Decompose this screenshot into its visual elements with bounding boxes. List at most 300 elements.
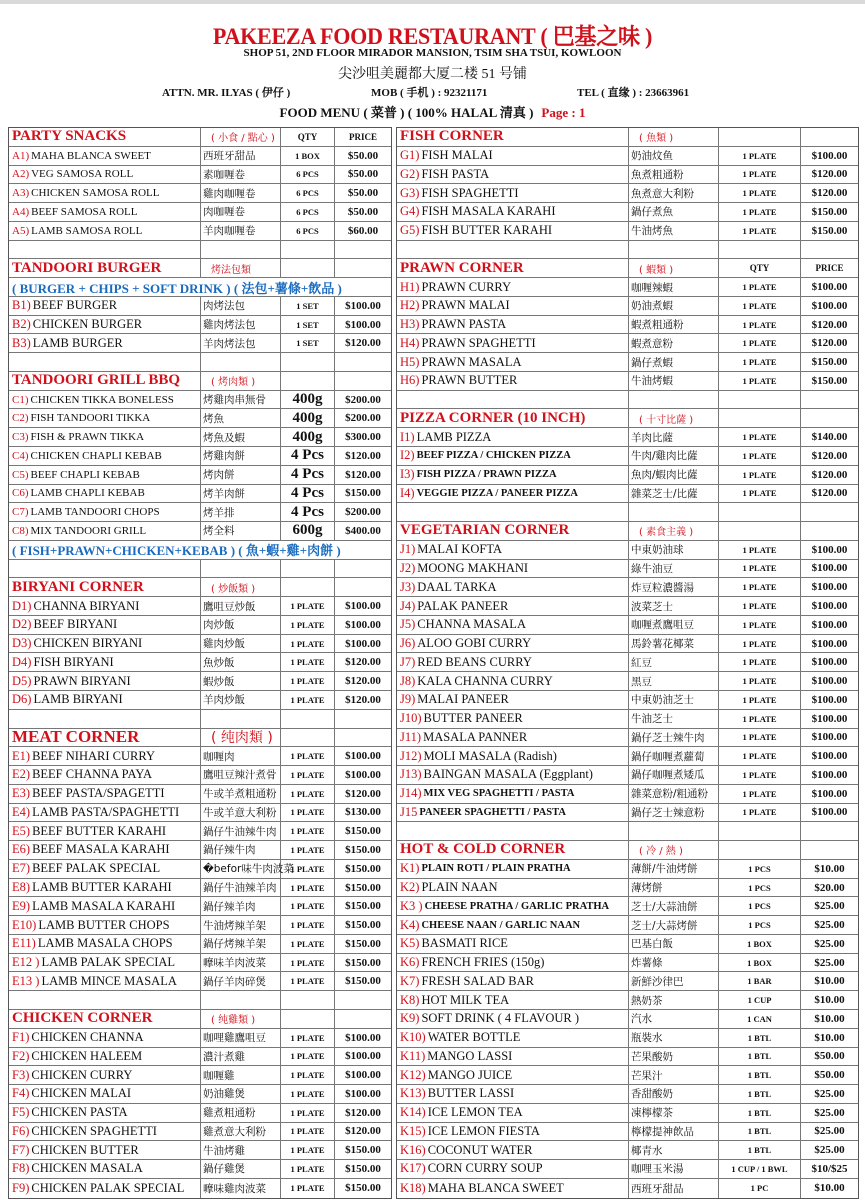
item-qty: 1 PLATE xyxy=(742,282,777,292)
chinese-name-cell xyxy=(629,766,719,784)
item-qty: 400g xyxy=(292,391,323,408)
price-cell xyxy=(801,672,858,690)
item-chinese-name: 牛油芝士 xyxy=(631,713,673,726)
item-chinese-name: 雞肉咖喱卷 xyxy=(203,187,256,200)
item-price: $120.00 xyxy=(345,449,381,462)
price-cell xyxy=(335,691,391,709)
item-qty: 1 PLATE xyxy=(742,582,777,593)
qty-cell xyxy=(281,128,335,146)
price-cell xyxy=(335,747,391,765)
section-chinese-title: ( 纯肉類 ) xyxy=(211,730,273,747)
item-qty: 1 BOX xyxy=(747,957,772,968)
item-code: H6) xyxy=(400,373,420,388)
qty-cell xyxy=(281,841,335,859)
item-code: D5) xyxy=(12,673,32,688)
chinese-name-cell xyxy=(201,147,281,165)
price-cell xyxy=(801,222,858,240)
name-cell xyxy=(397,860,629,878)
name-cell xyxy=(397,616,629,634)
section-header-row xyxy=(9,128,391,147)
menu-item-row xyxy=(397,616,858,635)
item-qty: 1 PLATE xyxy=(290,957,325,968)
menu-item-row xyxy=(397,222,858,241)
item-code: K8) xyxy=(400,992,420,1007)
item-price: $25.00 xyxy=(814,956,845,969)
item-price: $100.00 xyxy=(811,562,848,575)
item-chinese-name: 咖哩玉米湯 xyxy=(631,1163,684,1176)
chinese-name-cell xyxy=(201,297,281,315)
item-qty: 1 CAN xyxy=(747,1013,772,1024)
price-cell xyxy=(801,1160,858,1178)
menu-item-row xyxy=(397,1085,858,1104)
item-name: VEGGIE PIZZA / PANEER PIZZA xyxy=(416,487,578,499)
chinese-name-cell xyxy=(629,1141,719,1159)
name-cell xyxy=(9,334,201,352)
page-top-border xyxy=(0,0,865,4)
menu-item-row xyxy=(9,897,391,916)
item-qty: 1 PLATE xyxy=(290,976,325,987)
chinese-name-cell xyxy=(201,203,281,221)
price-cell xyxy=(801,1029,858,1047)
chinese-name-cell xyxy=(629,391,719,409)
name-cell xyxy=(9,147,201,165)
section-header-row xyxy=(397,259,858,278)
item-chinese-name: 紅豆 xyxy=(631,656,652,669)
name-cell xyxy=(397,447,629,465)
price-cell xyxy=(801,147,858,165)
menu-item-row xyxy=(397,541,858,560)
item-code: J11) xyxy=(400,729,422,744)
item-name: MOONG MAKHANI xyxy=(417,560,529,575)
item-price: $130.00 xyxy=(345,806,381,819)
item-price: $100.00 xyxy=(345,299,381,312)
item-qty: 1 PLATE xyxy=(742,676,777,687)
item-price: $25.00 xyxy=(814,900,845,913)
name-cell xyxy=(9,991,201,1009)
qty-cell xyxy=(719,672,801,690)
item-code: E12 ) xyxy=(12,955,40,970)
item-price: $200.00 xyxy=(345,506,381,519)
item-chinese-name: 鍋仔牛油辣羊肉 xyxy=(203,882,277,894)
chinese-name-cell xyxy=(201,503,281,521)
item-price: $60.00 xyxy=(347,224,379,237)
qty-cell xyxy=(281,334,335,352)
item-code: K2) xyxy=(400,880,420,894)
qty-cell xyxy=(719,316,801,334)
qty-cell xyxy=(719,128,801,146)
item-price: $100.00 xyxy=(811,693,848,706)
name-cell xyxy=(9,184,201,202)
item-name: PALAK PANEER xyxy=(417,598,509,613)
item-name: WATER BOTTLE xyxy=(427,1030,521,1045)
chinese-name-cell xyxy=(201,1123,281,1141)
item-name: LAMB BUTTER CHOPS xyxy=(38,917,170,932)
item-name: LAMB MASALA CHOPS xyxy=(37,936,173,951)
qty-cell xyxy=(719,1104,801,1122)
price-cell xyxy=(801,597,858,615)
name-cell xyxy=(9,372,201,390)
price-cell xyxy=(801,766,858,784)
qty-cell xyxy=(281,597,335,615)
item-qty: 1 PLATE xyxy=(290,638,325,649)
item-qty: 6 PCS xyxy=(296,188,319,199)
menu-item-row xyxy=(397,672,858,691)
item-code: K11) xyxy=(400,1048,426,1063)
name-cell xyxy=(397,747,629,765)
mobile-number: MOB ( 手机 ) : 92321171 xyxy=(371,87,488,99)
item-name: BEEF NIHARI CURRY xyxy=(32,748,155,763)
section-chinese-title: ( 冷 / 熱 ) xyxy=(639,846,683,858)
qty-cell xyxy=(281,672,335,690)
price-cell xyxy=(335,935,391,953)
qty-cell xyxy=(719,391,801,409)
price-cell xyxy=(335,316,391,334)
price-cell xyxy=(335,785,391,803)
price-cell xyxy=(335,841,391,859)
item-price: $10.00 xyxy=(814,975,845,988)
qty-cell xyxy=(719,1141,801,1159)
name-cell xyxy=(397,635,629,653)
item-chinese-name: 牛油烤雞 xyxy=(203,1144,245,1157)
item-chinese-name: 牛或羊意大利粉 xyxy=(203,806,277,819)
item-name: FISH MALAI xyxy=(421,148,493,163)
chinese-name-cell xyxy=(629,428,719,446)
item-qty: 1 PLATE xyxy=(742,563,777,574)
name-cell xyxy=(9,1123,201,1141)
item-qty: 1 SET xyxy=(296,338,319,349)
name-cell xyxy=(397,1010,629,1028)
name-cell xyxy=(397,409,629,427)
item-name: BEEF CHAPLI KEBAB xyxy=(30,468,140,481)
menu-item-row xyxy=(9,466,391,485)
chinese-name-cell xyxy=(201,334,281,352)
name-cell xyxy=(397,541,629,559)
qty-cell xyxy=(281,653,335,671)
item-code: K16) xyxy=(400,1142,426,1157)
item-price: $50.00 xyxy=(347,168,379,181)
menu-item-row xyxy=(9,428,391,447)
menu-item-row xyxy=(9,1160,391,1179)
item-qty: 1 PLATE xyxy=(290,619,325,630)
chinese-name-cell xyxy=(201,935,281,953)
name-cell xyxy=(397,1085,629,1103)
chinese-name-cell xyxy=(629,804,719,822)
qty-cell xyxy=(281,710,335,728)
chinese-name-cell xyxy=(201,428,281,446)
price-cell xyxy=(335,729,391,747)
chinese-name-cell xyxy=(629,841,719,859)
menu-item-row xyxy=(9,297,391,316)
item-chinese-name: 烤魚及蝦 xyxy=(203,431,245,444)
item-price: $120.00 xyxy=(811,468,848,481)
chinese-name-cell xyxy=(201,353,281,371)
item-chinese-name: 魚煮意大利粉 xyxy=(631,187,694,200)
item-qty: 1 PLATE xyxy=(742,751,777,762)
item-price: $150.00 xyxy=(345,900,381,913)
chinese-name-cell xyxy=(201,372,281,390)
item-chinese-name: 炸薯條 xyxy=(631,957,663,970)
chinese-name-cell xyxy=(201,447,281,465)
chinese-name-cell xyxy=(629,316,719,334)
item-name: LAMB TANDOORI CHOPS xyxy=(30,506,160,519)
name-cell xyxy=(9,522,201,540)
item-qty: 1 PC xyxy=(750,1183,769,1194)
chinese-name-cell xyxy=(201,1048,281,1066)
name-cell xyxy=(397,147,629,165)
price-cell xyxy=(801,560,858,578)
item-name: FISH PASTA xyxy=(421,166,490,181)
item-price: $25.00 xyxy=(814,1144,845,1157)
name-cell xyxy=(9,935,201,953)
item-qty: 1 BTL xyxy=(747,1088,772,1099)
qty-cell xyxy=(281,409,335,427)
qty-cell xyxy=(719,822,801,840)
item-code: E5) xyxy=(12,823,31,838)
name-cell xyxy=(9,203,201,221)
qty-cell xyxy=(719,259,801,277)
chinese-name-cell xyxy=(629,1085,719,1103)
item-price: $150.00 xyxy=(811,356,848,369)
price-cell xyxy=(335,597,391,615)
blank-row xyxy=(397,241,858,260)
chinese-name-cell xyxy=(201,316,281,334)
item-name: FISH BIRYANI xyxy=(33,654,114,669)
chinese-name-cell xyxy=(201,860,294,878)
chinese-name-cell xyxy=(629,897,719,915)
item-chinese-name: 薄餅/牛油烤餅 xyxy=(631,863,698,876)
price-cell xyxy=(801,729,858,747)
price-cell xyxy=(801,1104,858,1122)
price-cell xyxy=(801,1066,858,1084)
qty-cell xyxy=(719,747,801,765)
name-cell xyxy=(9,916,201,934)
item-price: $100.00 xyxy=(345,1087,381,1100)
item-code: A2) xyxy=(12,168,30,181)
price-cell xyxy=(335,1179,391,1198)
item-qty: 1 PLATE xyxy=(742,450,777,461)
item-price: $150.00 xyxy=(811,374,848,387)
menu-item-row xyxy=(397,935,858,954)
name-cell xyxy=(9,653,201,671)
item-name: BEEF PIZZA / CHICKEN PIZZA xyxy=(416,450,571,462)
qty-cell xyxy=(719,1029,801,1047)
chinese-name-cell xyxy=(629,785,719,803)
price-cell xyxy=(335,1123,391,1141)
price-cell xyxy=(801,785,858,803)
price-cell xyxy=(801,635,858,653)
qty-cell xyxy=(719,691,801,709)
price-cell xyxy=(801,897,858,915)
item-name: CHICKEN SPAGHETTI xyxy=(31,1123,157,1138)
price-cell xyxy=(801,203,858,221)
item-qty: 4 Pcs xyxy=(291,484,324,501)
qty-cell xyxy=(281,447,335,465)
price-cell xyxy=(335,466,391,484)
section-title: PRAWN CORNER xyxy=(400,259,524,276)
item-code: A5) xyxy=(12,224,30,237)
chinese-name-cell xyxy=(629,1066,719,1084)
price-cell xyxy=(801,428,858,446)
item-price: $10.00 xyxy=(814,1031,845,1044)
chinese-name-cell xyxy=(201,466,281,484)
price-cell xyxy=(335,860,391,878)
qty-cell xyxy=(719,1085,801,1103)
name-cell xyxy=(9,710,201,728)
chinese-name-cell xyxy=(629,954,719,972)
price-cell xyxy=(801,916,858,934)
item-qty: 1 PLATE xyxy=(742,169,777,180)
item-price: $120.00 xyxy=(811,487,848,500)
name-cell xyxy=(397,672,629,690)
name-cell xyxy=(397,166,629,184)
item-name: RED BEANS CURRY xyxy=(417,654,532,669)
item-code: K13) xyxy=(400,1086,426,1101)
qty-cell xyxy=(719,804,801,822)
item-qty: 1 PLATE xyxy=(290,751,325,762)
item-price: $10.00 xyxy=(814,1012,845,1025)
qty-cell xyxy=(719,503,801,521)
item-chinese-name: 蝦煮粗通粉 xyxy=(631,319,684,332)
item-qty: 1 PLATE xyxy=(742,788,777,799)
item-chinese-name: 牛油烤辣羊架 xyxy=(203,919,266,932)
item-name: MAHA BLANCA SWEET xyxy=(427,1180,564,1195)
item-name: VEG SAMOSA ROLL xyxy=(31,168,134,181)
qty-cell xyxy=(719,1160,801,1178)
menu-item-row xyxy=(397,428,858,447)
item-code: J7) xyxy=(400,654,416,669)
qty-cell xyxy=(281,879,335,897)
qty-cell xyxy=(719,935,801,953)
name-cell xyxy=(9,897,201,915)
menu-item-row xyxy=(397,729,858,748)
name-cell xyxy=(397,297,629,315)
item-price: $100.00 xyxy=(345,750,381,763)
item-qty: 1 PLATE xyxy=(290,807,325,818)
qty-cell xyxy=(281,222,335,240)
item-price: $150.00 xyxy=(345,975,381,988)
price-column-header: PRICE xyxy=(815,263,844,274)
item-qty: 1 BTL xyxy=(747,1032,772,1043)
item-price: $400.00 xyxy=(345,524,381,537)
qty-cell xyxy=(281,1085,335,1103)
item-chinese-name: 西班牙甜品 xyxy=(631,1182,684,1195)
qty-cell xyxy=(281,691,335,709)
item-price: $100.00 xyxy=(811,581,848,594)
item-code: J8) xyxy=(400,673,416,688)
qty-cell xyxy=(719,1066,801,1084)
item-qty: 1 PLATE xyxy=(742,638,777,649)
chinese-name-cell xyxy=(201,785,281,803)
qty-cell xyxy=(281,635,335,653)
name-cell xyxy=(397,466,629,484)
section-title: TANDOORI GRILL BBQ xyxy=(12,372,181,389)
price-cell xyxy=(801,485,858,503)
menu-item-row xyxy=(397,372,858,391)
menu-item-row xyxy=(397,184,858,203)
item-name: DAAL TARKA xyxy=(417,579,497,594)
chinese-name-cell xyxy=(629,879,719,897)
item-name: CHICKEN BUTTER xyxy=(31,1142,139,1157)
item-code: B1) xyxy=(12,298,31,313)
chinese-name-cell xyxy=(201,128,281,146)
item-qty: 1 SET xyxy=(296,319,319,330)
item-chinese-name: 瓶裝水 xyxy=(631,1032,663,1045)
chinese-name-cell xyxy=(201,259,281,277)
item-name: BASMATI RICE xyxy=(421,936,508,951)
qty-cell xyxy=(719,578,801,596)
qty-cell xyxy=(281,560,335,578)
chinese-name-cell xyxy=(629,278,719,296)
section-title: BIRYANI CORNER xyxy=(12,578,144,595)
item-qty: 1 PLATE xyxy=(290,788,325,799)
qty-cell xyxy=(281,166,335,184)
qty-cell xyxy=(281,203,335,221)
price-cell xyxy=(801,991,858,1009)
qty-cell xyxy=(281,1160,335,1178)
chinese-name-cell xyxy=(201,1066,281,1084)
price-cell xyxy=(801,316,858,334)
menu-item-row xyxy=(397,897,858,916)
item-name: FISH TANDOORI TIKKA xyxy=(30,412,151,425)
price-cell xyxy=(801,1048,858,1066)
item-price: $25.00 xyxy=(814,1087,845,1100)
name-cell xyxy=(9,1179,201,1198)
item-code: B2) xyxy=(12,317,31,332)
name-cell xyxy=(9,1104,201,1122)
item-price: $10.00 xyxy=(814,994,845,1007)
item-qty: 1 BTL xyxy=(747,1051,772,1062)
qty-cell xyxy=(719,597,801,615)
qty-cell xyxy=(719,466,801,484)
qty-cell xyxy=(719,916,801,934)
item-name: BEEF CHANNA PAYA xyxy=(32,767,153,782)
price-cell xyxy=(801,879,858,897)
qty-cell xyxy=(719,954,801,972)
chinese-name-cell xyxy=(629,578,719,596)
price-cell xyxy=(801,841,858,859)
item-code: F5) xyxy=(12,1105,30,1120)
price-cell xyxy=(801,972,858,990)
section-header-row xyxy=(397,522,858,541)
item-price: $150.00 xyxy=(345,843,381,856)
item-qty: 1 PLATE xyxy=(742,225,777,236)
item-code: J12) xyxy=(400,748,422,763)
price-cell xyxy=(335,916,391,934)
chinese-name-cell xyxy=(201,1010,281,1028)
item-code: J14) xyxy=(400,786,422,801)
name-cell xyxy=(397,578,629,596)
chinese-name-cell xyxy=(629,409,719,427)
price-cell xyxy=(335,522,391,540)
item-qty: 1 PLATE xyxy=(742,375,777,386)
price-cell xyxy=(801,578,858,596)
name-cell xyxy=(397,954,629,972)
item-name: PRAWN SPAGHETTI xyxy=(421,335,536,350)
name-cell xyxy=(397,241,629,259)
chinese-name-cell xyxy=(201,972,281,990)
section-chinese-title: ( 十寸比薩 ) xyxy=(639,414,694,426)
menu-item-row xyxy=(397,1048,858,1067)
price-cell xyxy=(801,710,858,728)
menu-item-row xyxy=(397,166,858,185)
item-name: CHEESE PRATHA / GARLIC PRATHA xyxy=(424,900,610,912)
menu-item-row xyxy=(9,485,391,504)
item-code: G3) xyxy=(400,185,420,200)
item-chinese-name: 綠牛油豆 xyxy=(631,562,673,575)
item-code: C7) xyxy=(12,506,29,519)
blank-row xyxy=(397,391,858,410)
item-code: K3 ) xyxy=(400,898,423,913)
